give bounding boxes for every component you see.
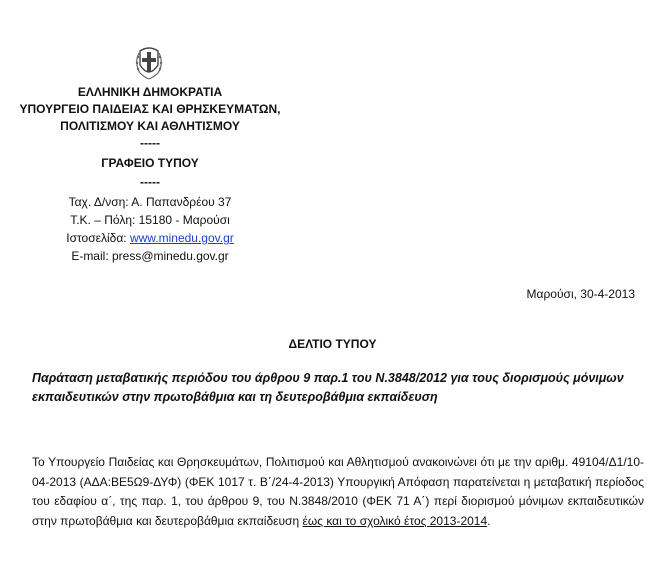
coat-of-arms-icon [132, 43, 166, 81]
subject-heading: Παράταση μεταβατικής περιόδου του άρθρου 9 παρ.1 του Ν.3848/2012 για τους διορισμούς μόνιμων εκπαιδευτικών στην πρωτοβάθμια και τη δευτεροβάθμια εκπαίδευση [32, 371, 624, 404]
separator: ----- [140, 136, 160, 150]
ministry-name-line1: ΥΠΟΥΡΓΕΙΟ ΠΑΙΔΕΙΑΣ ΚΑΙ ΘΡΗΣΚΕΥΜΑΤΩΝ, [19, 102, 281, 116]
body-end: . [487, 513, 491, 528]
office-name: ΓΡΑΦΕΙΟ ΤΥΠΟΥ [101, 156, 199, 170]
republic-name: ΕΛΛΗΝΙΚΗ ΔΗΜΟΚΡΑΤΙΑ [77, 85, 223, 99]
separator: ----- [140, 175, 160, 189]
address: Ταχ. Δ/νση: Α. Παπανδρέου 37 [68, 195, 232, 209]
document-date: Μαρούσι, 30-4-2013 [526, 287, 635, 301]
website-link[interactable]: www.minedu.gov.gr [129, 231, 234, 245]
website-label: Ιστοσελίδα: [66, 231, 130, 245]
postal-city: Τ.Κ. – Πόλη: 15180 - Μαρούσι [70, 213, 230, 227]
website-line [0, 229, 300, 247]
document-title: ΔΕΛΤΙΟ ΤΥΠΟΥ [288, 337, 377, 351]
contact-block [0, 193, 300, 265]
ministry-name-line2: ΠΟΛΙΤΙΣΜΟΥ ΚΑΙ ΑΘΛΗΤΙΣΜΟΥ [60, 119, 240, 133]
letterhead [0, 84, 300, 191]
body-paragraph [32, 453, 644, 531]
body-text: Το Υπουργείο Παιδείας και Θρησκευμάτων, Πολιτισμού και Αθλητισμού ανακοινώνει ότι με την αριθμ. 49104/Δ1/10-04-2013 (ΑΔΑ:ΒΕ5Ω9-ΔΥΦ) (ΦΕΚ 1017 τ. Β΄/24-4-2013) Υπουργική Απόφαση παρατείνεται η μεταβατική περίοδος του εδαφίου α΄, της παρ. 1, του άρθρου 9, του Ν.3848/2010 (ΦΕΚ 71 Α΄) περί διορισμού μόνιμων εκπαιδευτικών στην πρωτοβάθμια και δευτεροβάθμια εκπαίδευση [32, 455, 644, 528]
body-underlined: έως και το σχολικό έτος 2013-2014 [302, 513, 488, 528]
email: E-mail: press@minedu.gov.gr [71, 249, 229, 263]
